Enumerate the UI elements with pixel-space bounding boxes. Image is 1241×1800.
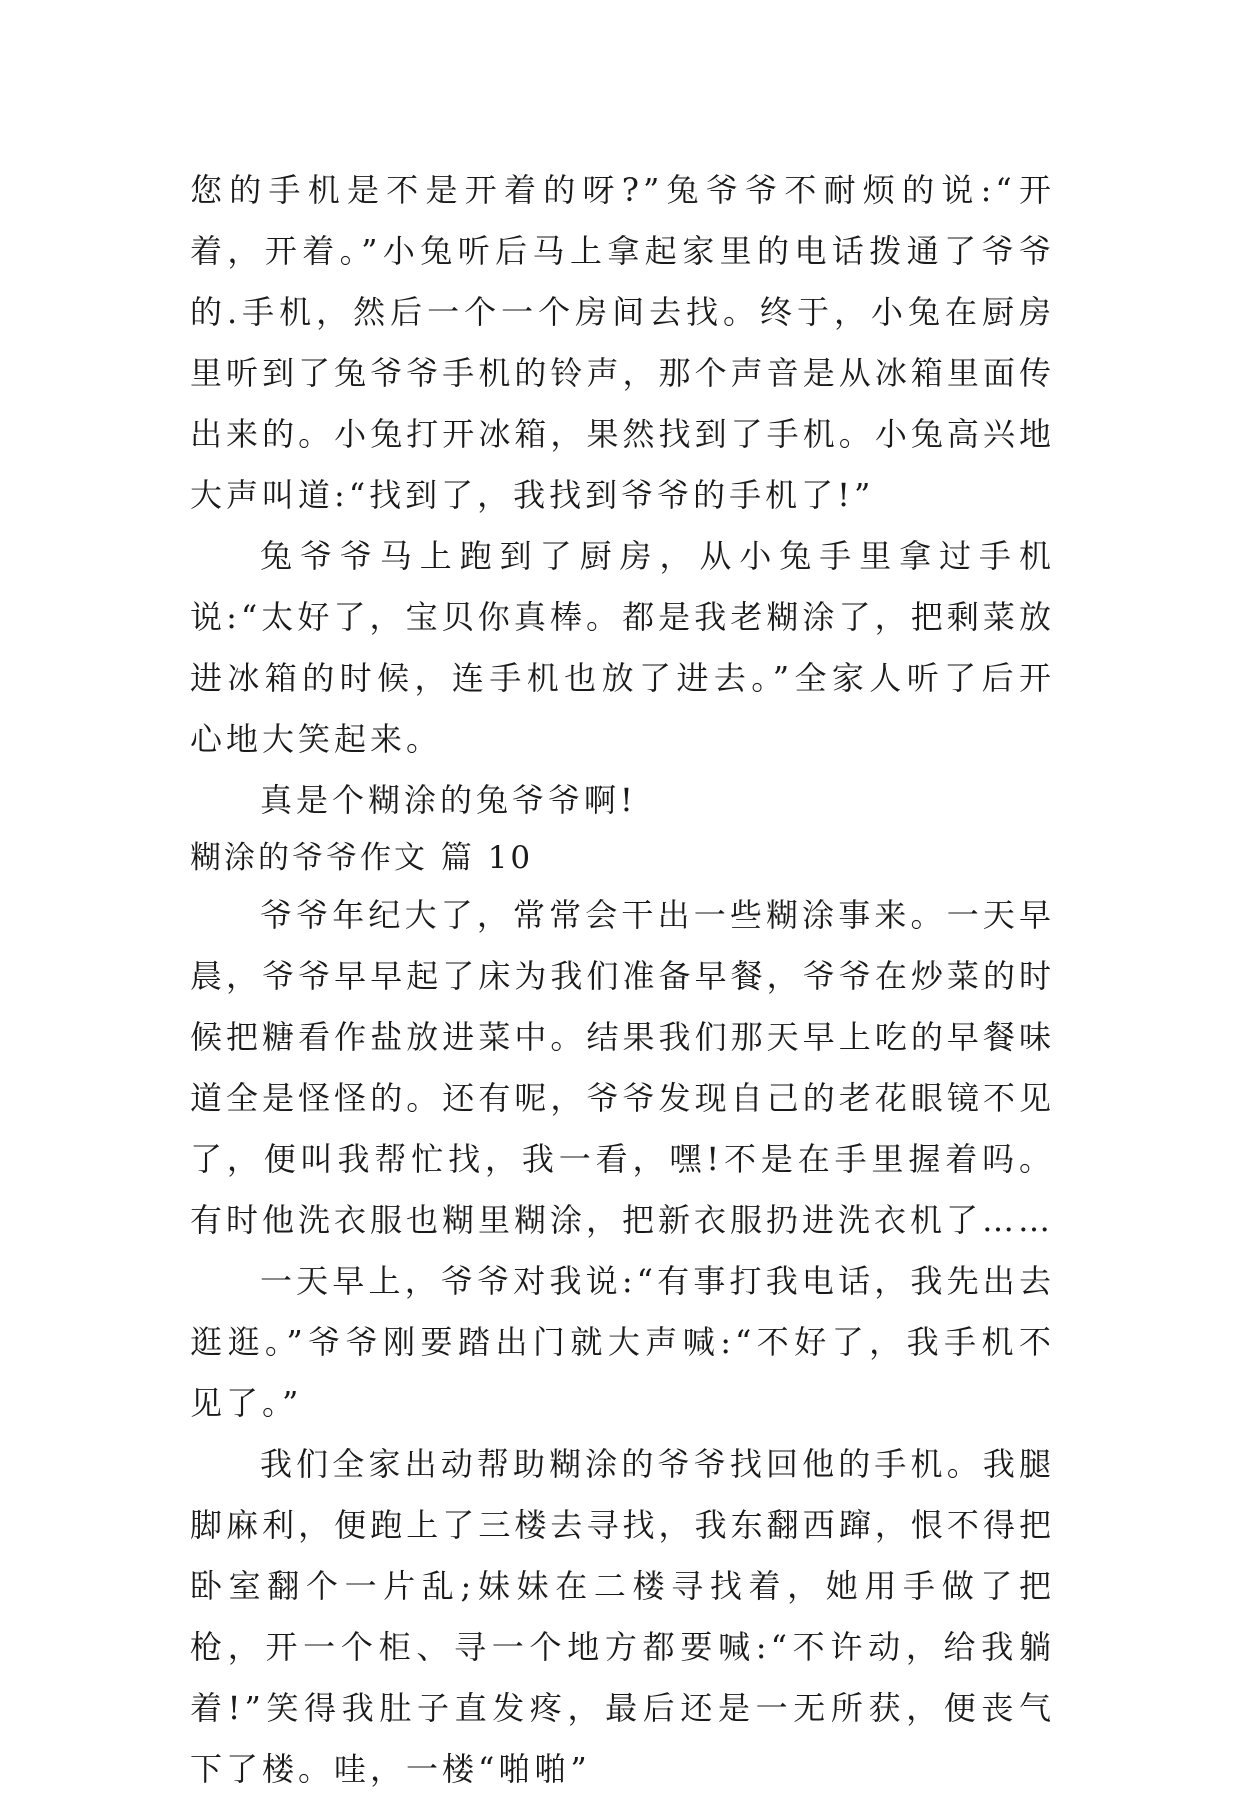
paragraph-5: 一天早上，爷爷对我说:“有事打我电话，我先出去逛逛。”爷爷刚要踏出门就大声喊:“不好了，我手机不见了。” [190,1262,1055,1422]
document-body [190,160,1055,1800]
paragraph-6: 我们全家出动帮助糊涂的爷爷找回他的手机。我腿脚麻利，便跑上了三楼去寻找，我东翻西蹿，恨不得把卧室翻个一片乱;妹妹在二楼寻找着，她用手做了把枪，开一个柜、寻一个地方都要喊:“不许动，给我躺着!”笑得我肚子直发疼，最后还是一无所获，便丧气下了楼。哇，一楼“啪啪” [190,1445,1055,1788]
paragraph-4: 爷爷年纪大了，常常会干出一些糊涂事来。一天早晨，爷爷早早起了床为我们准备早餐，爷爷在炒菜的时候把糖看作盐放进菜中。结果我们那天早上吃的早餐味道全是怪怪的。还有呢，爷爷发现自己的老花眼镜不见了，便叫我帮忙找，我一看，嘿!不是在手里握着吗。有时他洗衣服也糊里糊涂，把新衣服扔进洗衣机了…… [190,896,1055,1239]
section-heading: 糊涂的爷爷作文 篇 10 [190,840,534,876]
paragraph-2: 兔爷爷马上跑到了厨房，从小兔手里拿过手机说:“太好了，宝贝你真棒。都是我老糊涂了，把剩菜放进冰箱的时候，连手机也放了进去。”全家人听了后开心地大笑起来。 [190,537,1055,758]
paragraph-1: 您的手机是不是开着的呀?”兔爷爷不耐烦的说:“开着，开着。”小兔听后马上拿起家里的电话拨通了爷爷的.手机，然后一个一个房间去找。终于，小兔在厨房里听到了兔爷爷手机的铃声，那个声音是从冰箱里面传出来的。小兔打开冰箱，果然找到了手机。小兔高兴地大声叫道:“找到了，我找到爷爷的手机了!” [190,171,1055,514]
paragraph-3: 真是个糊涂的兔爷爷啊! [260,781,637,819]
